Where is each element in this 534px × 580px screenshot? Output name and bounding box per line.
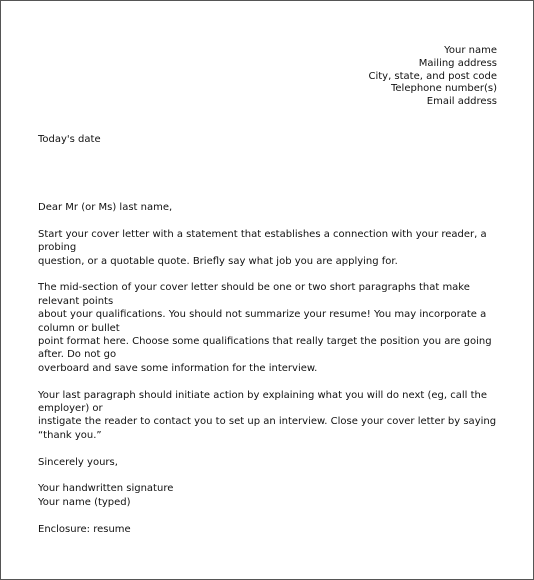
typed-name: Your name (typed): [38, 496, 131, 508]
sender-telephone: Telephone number(s): [390, 83, 497, 95]
middle-line-2: about your qualifications. You should not summarize your resume! You may incorporate a column or bullet: [38, 309, 487, 334]
closing-line-2: instigate the reader to contact you to set up an interview. Close your cover letter by saying “thank you.”: [38, 416, 497, 441]
letter-body: [38, 201, 508, 549]
handwritten-signature: Your handwritten signature: [38, 483, 174, 495]
letter-date: Today's date: [38, 134, 101, 145]
sender-city-state-post: City, state, and post code: [368, 70, 497, 82]
sign-off: Sincerely yours,: [38, 456, 118, 468]
closing-paragraph: [38, 389, 508, 443]
enclosure-line: Enclosure: resume: [38, 523, 131, 535]
sender-email: Email address: [426, 96, 497, 108]
middle-paragraph: [38, 281, 508, 375]
middle-line-3: point format here. Choose some qualifications that really target the position you are going after. Do not go: [38, 336, 492, 361]
sender-address-block: [368, 45, 497, 109]
middle-line-4: overboard and save some information for the interview.: [38, 362, 318, 374]
sender-mailing-address: Mailing address: [418, 57, 497, 69]
closing-line-1: Your last paragraph should initiate action by explaining what you will do next (eg, call the employer) or: [38, 389, 487, 415]
salutation: Dear Mr (or Ms) last name,: [38, 202, 173, 213]
opening-line-1: Start your cover letter with a statement that establishes a connection with your reader, a probing: [38, 228, 487, 254]
opening-line-2: question, or a quotable quote. Briefly say what job you are applying for.: [38, 255, 398, 267]
opening-paragraph: [38, 228, 508, 268]
sender-name: Your name: [444, 45, 497, 56]
middle-line-1: The mid-section of your cover letter should be one or two short paragraphs that make relevant points: [38, 282, 470, 307]
